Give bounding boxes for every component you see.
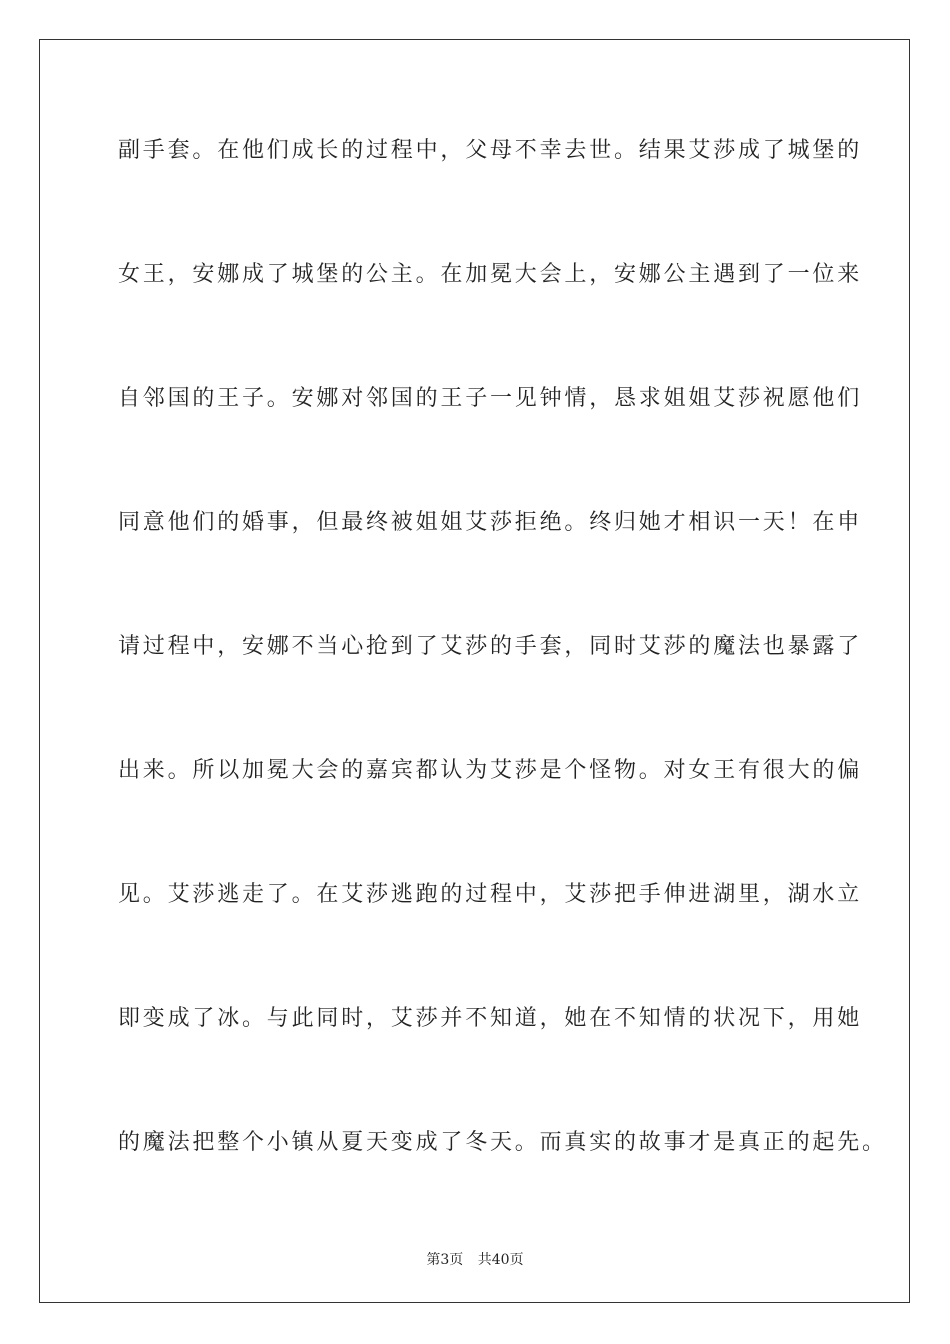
text-line: 请过程中，安娜不当心抢到了艾莎的手套，同时艾莎的魔法也暴露了 xyxy=(118,634,863,659)
document-body xyxy=(118,108,887,1224)
page-number: 第3页 xyxy=(426,1252,464,1268)
page-total: 共40页 xyxy=(477,1252,524,1268)
text-line: 副手套。在他们成长的过程中，父母不幸去世。结果艾莎成了城堡的 xyxy=(118,138,863,163)
text-line: 女王，安娜成了城堡的公主。在加冕大会上，安娜公主遇到了一位来 xyxy=(118,262,863,287)
text-line: 同意他们的婚事，但最终被姐姐艾莎拒绝。终归她才相识一天！在申 xyxy=(118,510,863,535)
text-line: 出来。所以加冕大会的嘉宾都认为艾莎是个怪物。对女王有很大的偏 xyxy=(118,758,863,783)
text-line: 自邻国的王子。安娜对邻国的王子一见钟情，恳求姐姐艾莎祝愿他们 xyxy=(118,386,863,411)
page-footer xyxy=(0,1249,950,1269)
text-line: 的魔法把整个小镇从夏天变成了冬天。而真实的故事才是真正的起先。 xyxy=(118,1130,887,1155)
text-line: 见。艾莎逃走了。在艾莎逃跑的过程中，艾莎把手伸进湖里，湖水立 xyxy=(118,882,863,907)
text-line: 即变成了冰。与此同时，艾莎并不知道，她在不知情的状况下，用她 xyxy=(118,1006,863,1031)
